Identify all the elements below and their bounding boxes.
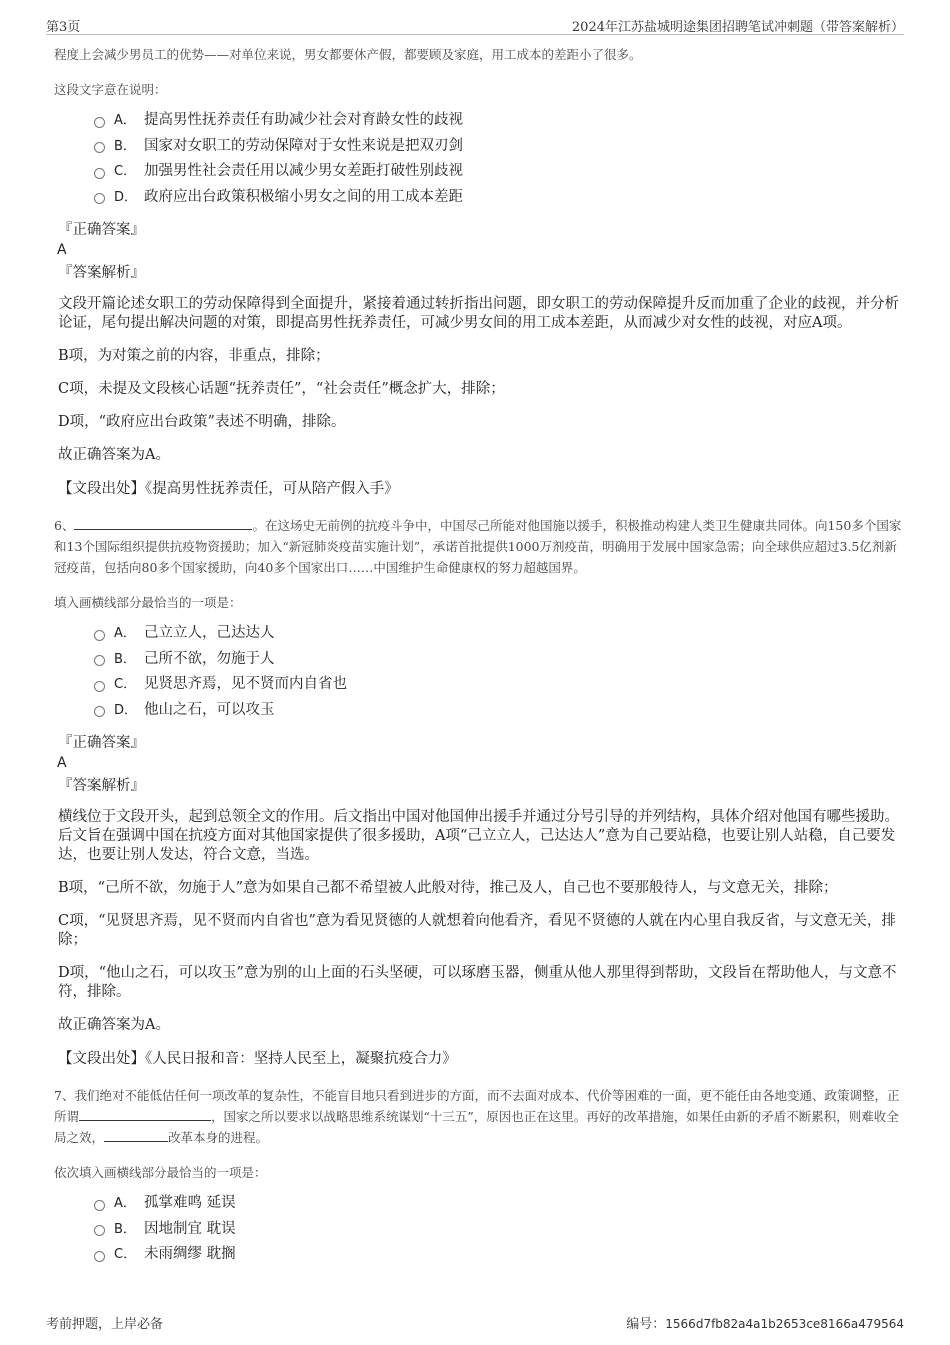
analysis-paragraph: B项，“己所不欲，勿施于人”意为如果自己都不希望被人此般对待，推己及人，自己也不要那般待人，与文意无关，排除； xyxy=(58,880,838,896)
option-b[interactable]: B． 己所不欲，勿施于人 xyxy=(94,647,904,673)
analysis-paragraph: 故正确答案为A。 xyxy=(58,447,170,463)
option-d[interactable]: D． 他山之石，可以攻玉 xyxy=(94,698,904,724)
analysis-paragraph: D项，“他山之石，可以攻玉”意为别的山上面的石头坚硬，可以琢磨玉器，侧重从他人那里得到帮助，文段旨在帮助他人，与文意不符，排除。 xyxy=(58,965,897,1000)
q6-stem: 6、 。在这场史无前例的抗疫斗争中，中国尽己所能对他国施以援手，积极推动构建人类卫生健康共同体。向150多个国家和13个国际组织提供抗疫物资援助；加入“新冠肺炎疫苗实施计划”，承诺首批提供1000万剂疫苗，明确用于发展中国家急需；向全球供应超过3.5亿剂新冠疫苗，包括向80多个国家援助，向40多个国家出口……中国维护生命健康权的努力超越国界。 xyxy=(54,515,904,578)
analysis-paragraph: D项，“政府应出台政策”表述不明确，排除。 xyxy=(58,414,346,430)
q6-prompt: 填入画横线部分最恰当的一项是： xyxy=(54,595,242,610)
analysis-paragraph: C项，未提及文段核心话题“抚养责任”，“社会责任”概念扩大，排除； xyxy=(58,381,505,397)
page-number: 第3页 xyxy=(46,20,81,35)
analysis-paragraph: 横线位于文段开头，起到总领全文的作用。后文指出中国对他国伸出援手并通过分号引导的并列结构，具体介绍对他国有哪些援助。后文旨在强调中国在抗疫方面对其他国家提供了很多援助，A项“己立立人，己达达人”意为自己要站稳，也要让别人站稳，自己要发达，也要让别人发达，符合文意，当选。 xyxy=(58,809,899,863)
radio-icon[interactable] xyxy=(94,142,105,153)
correct-answer: A xyxy=(57,755,67,771)
q7-prompt: 依次填入画横线部分最恰当的一项是： xyxy=(54,1165,267,1180)
answer-blank xyxy=(79,1106,211,1121)
footer-slogan: 考前押题，上岸必备 xyxy=(46,1317,164,1332)
radio-icon[interactable] xyxy=(94,681,105,692)
q7-options xyxy=(94,1191,904,1268)
radio-icon[interactable] xyxy=(94,1251,105,1262)
analysis-paragraph: B项，为对策之前的内容，非重点，排除； xyxy=(58,348,330,364)
correct-answer: A xyxy=(57,242,67,258)
analysis-label: 『答案解析』 xyxy=(58,778,145,794)
option-c[interactable]: C． 加强男性社会责任用以减少男女差距打破性别歧视 xyxy=(94,159,904,185)
radio-icon[interactable] xyxy=(94,1200,105,1211)
answer-blank xyxy=(74,515,252,530)
radio-icon[interactable] xyxy=(94,117,105,128)
analysis-label: 『答案解析』 xyxy=(58,265,145,281)
page-footer xyxy=(46,1313,904,1332)
passage-source: 【文段出处】《人民日报和音：坚持人民至上，凝聚抗疫合力》 xyxy=(58,1051,457,1067)
option-b[interactable]: B． 因地制宜 耽误 xyxy=(94,1217,904,1243)
analysis-paragraph: 文段开篇论述女职工的劳动保障得到全面提升，紧接着通过转折指出问题，即女职工的劳动保障提升反而加重了企业的歧视，并分析论证，尾句提出解决问题的对策，即提高男性抚养责任，可减少男女间的用工成本差距，从而减少对女性的歧视，对应A项。 xyxy=(58,296,899,331)
q5-options xyxy=(94,108,904,210)
radio-icon[interactable] xyxy=(94,630,105,641)
page-header xyxy=(46,14,904,35)
document-id: 编号：1566d7fb82a4a1b2653ce8166a479564 xyxy=(626,1317,904,1332)
answer-label: 『正确答案』 xyxy=(58,222,145,238)
radio-icon[interactable] xyxy=(94,706,105,717)
radio-icon[interactable] xyxy=(94,1225,105,1236)
passage-source: 【文段出处】《提高男性抚养责任，可从陪产假入手》 xyxy=(58,481,399,497)
radio-icon[interactable] xyxy=(94,655,105,666)
option-c[interactable]: C． 见贤思齐焉，见不贤而内自省也 xyxy=(94,672,904,698)
option-a[interactable]: A． 己立立人，己达达人 xyxy=(94,621,904,647)
option-c[interactable]: C． 未雨绸缪 耽搁 xyxy=(94,1242,904,1268)
q5-prompt: 这段文字意在说明： xyxy=(54,82,167,97)
answer-blank xyxy=(104,1127,168,1142)
analysis-paragraph: 故正确答案为A。 xyxy=(58,1017,170,1033)
option-b[interactable]: B． 国家对女职工的劳动保障对于女性来说是把双刃剑 xyxy=(94,134,904,160)
option-d[interactable]: D． 政府应出台政策积极缩小男女之间的用工成本差距 xyxy=(94,185,904,211)
radio-icon[interactable] xyxy=(94,168,105,179)
q5-passage-tail: 程度上会减少男员工的优势——对单位来说，男女都要休产假，都要顾及家庭，用工成本的差距小了很多。 xyxy=(54,47,642,62)
q7-stem: 7、我们绝对不能低估任何一项改革的复杂性，不能盲目地只看到进步的方面，而不去面对成本、代价等困难的一面，更不能任由各地变通、政策调整，正所谓 ，国家之所以要求以战略思维系统谋划“十三五”，原因也正在这里。再好的改革措施，如果任由新的矛盾不断累积，则难收全局之效， 改革本身的进程。 xyxy=(54,1088,900,1145)
document-title: 2024年江苏盐城明途集团招聘笔试冲刺题（带答案解析） xyxy=(571,20,904,35)
option-a[interactable]: A． 提高男性抚养责任有助减少社会对育龄女性的歧视 xyxy=(94,108,904,134)
option-a[interactable]: A． 孤掌难鸣 延误 xyxy=(94,1191,904,1217)
analysis-paragraph: C项，“见贤思齐焉，见不贤而内自省也”意为看见贤德的人就想着向他看齐，看见不贤德的人就在内心里自我反省，与文意无关，排除； xyxy=(58,913,896,948)
answer-label: 『正确答案』 xyxy=(58,735,145,751)
radio-icon[interactable] xyxy=(94,193,105,204)
q6-options xyxy=(94,621,904,723)
page-content xyxy=(54,44,904,1278)
